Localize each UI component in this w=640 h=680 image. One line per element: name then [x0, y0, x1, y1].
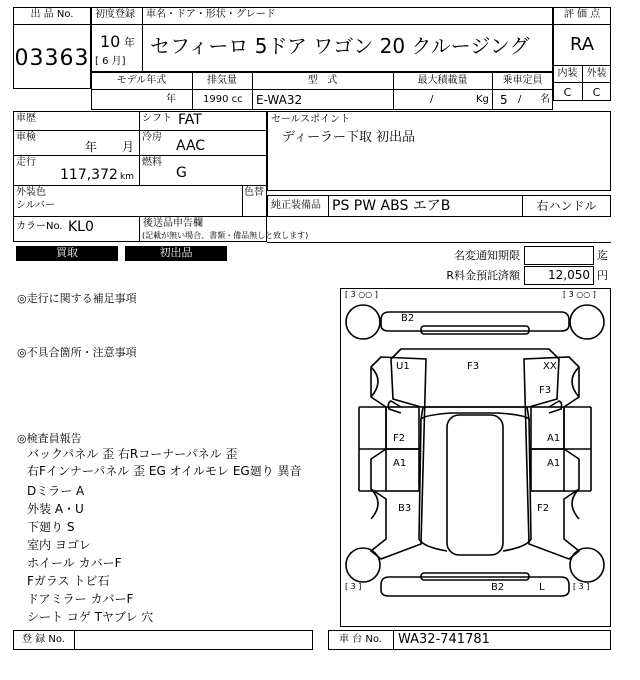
first-reg-year-unit: 年	[124, 36, 135, 49]
interior-grade: C	[563, 86, 572, 99]
mark-l: L	[539, 582, 545, 593]
max-load-label: 最大積載量	[417, 75, 468, 86]
docs-note: (記載が無い場合、書類・備品無しと致します)	[142, 231, 309, 240]
lot-number-label: 出 品 No.	[30, 9, 74, 20]
recycle-unit: 円	[597, 269, 608, 282]
mark-f2-left: F2	[393, 433, 406, 444]
model-title: セフィーロ 5ドア ワゴン 20 クルージング	[150, 34, 530, 58]
mileage-unit: km	[120, 172, 134, 182]
corner-label-br: [ 3 ]	[573, 582, 590, 591]
fuel-label: 燃料	[142, 157, 162, 168]
inspector-line: 右Fインナーパネル 歪 EG オイルモレ EG廻り 異音	[27, 464, 302, 478]
registration-label: 登 録 No.	[22, 634, 65, 645]
inspector-line: 外装 A・U	[27, 502, 84, 516]
first-reg-year: 10	[100, 32, 121, 51]
model-year-unit: 年	[166, 94, 176, 105]
mileage-label: 走行	[16, 157, 36, 168]
sales-point-value: ディーラー下取 初出品	[282, 130, 416, 145]
steering-value: 右ハンドル	[536, 199, 597, 213]
recycle-value: 12,050	[548, 268, 590, 282]
mark-f3-roof: F3	[467, 361, 480, 372]
type-value: E-WA32	[256, 93, 303, 107]
displacement-label: 排気量	[207, 75, 237, 86]
capacity-value: 5	[500, 93, 508, 107]
mark-a1-right-bottom: A1	[547, 458, 561, 469]
roof	[447, 415, 503, 555]
first-reg-month: [ 6 月]	[95, 56, 126, 67]
score-value: RA	[569, 34, 595, 55]
left-front-arch	[371, 367, 378, 397]
inspector-line: バックパネル 歪 右Rコーナーパネル 歪	[27, 447, 238, 461]
mark-b2-bottom: B2	[491, 582, 505, 593]
inspector-line: Fガラス トビ石	[27, 574, 110, 588]
mark-b3: B3	[398, 503, 412, 514]
lot-number-value: 03363	[14, 46, 90, 71]
right-front-arch	[572, 367, 579, 397]
mark-f2-right: F2	[537, 503, 550, 514]
ac-value: AAC	[176, 138, 206, 154]
purchase-banner: 買取	[16, 246, 118, 261]
shift-label: シフト	[142, 113, 172, 124]
inspector-line: Dミラー A	[27, 484, 85, 498]
color-no-value: KL0	[68, 219, 94, 235]
max-load-unit: Kg	[476, 94, 489, 105]
model-title-label: 車名・ドア・形状・グレード	[146, 9, 276, 20]
interior-label: 内装	[557, 68, 578, 79]
color-value: シルバー	[16, 200, 56, 211]
front-grille	[421, 326, 529, 334]
equipment-label: 純正装備品	[271, 200, 321, 211]
mark-b2-top: B2	[401, 313, 415, 324]
inspector-heading: ◎検査員報告	[17, 432, 82, 445]
mileage-value: 117,372	[60, 167, 118, 183]
name-change-unit: 迄	[597, 249, 608, 262]
mark-a1-right-top: A1	[547, 433, 561, 444]
max-load-value: /	[430, 94, 434, 105]
equipment-value: PS PW ABS エアB	[332, 198, 451, 214]
driving-notes-heading: ◎走行に関する補足事項	[17, 292, 137, 305]
right-front-door-lower	[531, 449, 564, 491]
capacity-unit: 名	[540, 94, 550, 105]
inspector-line: ドアミラー カバーF	[27, 592, 134, 606]
mark-xx: XX	[543, 361, 557, 372]
name-change-box	[524, 246, 594, 265]
corner-label-tl: [ 3 ○○ ]	[345, 290, 378, 299]
chassis-value: WA32-741781	[398, 632, 490, 647]
inspection-label: 車検	[16, 132, 36, 143]
mark-f3-right: F3	[539, 385, 552, 396]
ac-label: 冷房	[142, 132, 162, 143]
wheel-front-right	[570, 305, 604, 339]
inspector-line: 下廻り S	[27, 520, 75, 534]
inspection-month-unit: 月	[122, 140, 135, 154]
capacity-label: 乗車定員	[502, 75, 543, 86]
recycle-label: R料金預託済額	[446, 269, 520, 282]
windshield	[421, 407, 529, 419]
mark-u1: U1	[396, 361, 410, 372]
color-change-label: 色替	[244, 187, 264, 198]
displacement-value: 1990 cc	[203, 94, 243, 105]
mark-a1-left: A1	[393, 458, 407, 469]
model-year-label: モデル年式	[116, 75, 167, 86]
exterior-grade: C	[592, 86, 601, 99]
wheel-front-left	[346, 305, 380, 339]
chassis-label: 車 台 No.	[339, 634, 382, 645]
fuel-value: G	[176, 165, 187, 181]
hood	[391, 349, 559, 407]
name-change-label: 名変通知期限	[454, 249, 520, 262]
first-listing-banner: 初出品	[125, 246, 227, 261]
corner-label-bl: [ 3 ]	[345, 582, 362, 591]
inspector-line: シート コゲ Tヤブレ 穴	[27, 610, 154, 624]
color-label: 外装色	[16, 187, 46, 198]
type-label: 型 式	[307, 75, 338, 86]
exterior-label: 外装	[586, 68, 607, 79]
defects-heading: ◎不具合箇所・注意事項	[17, 346, 137, 359]
color-no-label: カラーNo.	[16, 221, 63, 232]
docs-label: 後送品申告欄	[143, 218, 203, 229]
inspector-line: ホイール カバーF	[27, 556, 122, 570]
shift-value: FAT	[178, 112, 202, 128]
car-diagram-svg	[341, 289, 610, 626]
score-label: 評 価 点	[563, 9, 601, 20]
history-label: 車歴	[16, 113, 36, 124]
inspector-line: 室内 ヨゴレ	[27, 538, 91, 552]
sales-point-label: セールスポイント	[271, 114, 351, 125]
inspection-year-unit: 年	[85, 140, 98, 154]
capacity-slash: /	[518, 94, 522, 105]
first-reg-label: 初度登録	[95, 9, 135, 20]
corner-label-tr: [ 3 ○○ ]	[563, 290, 596, 299]
car-diagram	[340, 288, 611, 627]
left-front-door-lower	[386, 449, 419, 491]
